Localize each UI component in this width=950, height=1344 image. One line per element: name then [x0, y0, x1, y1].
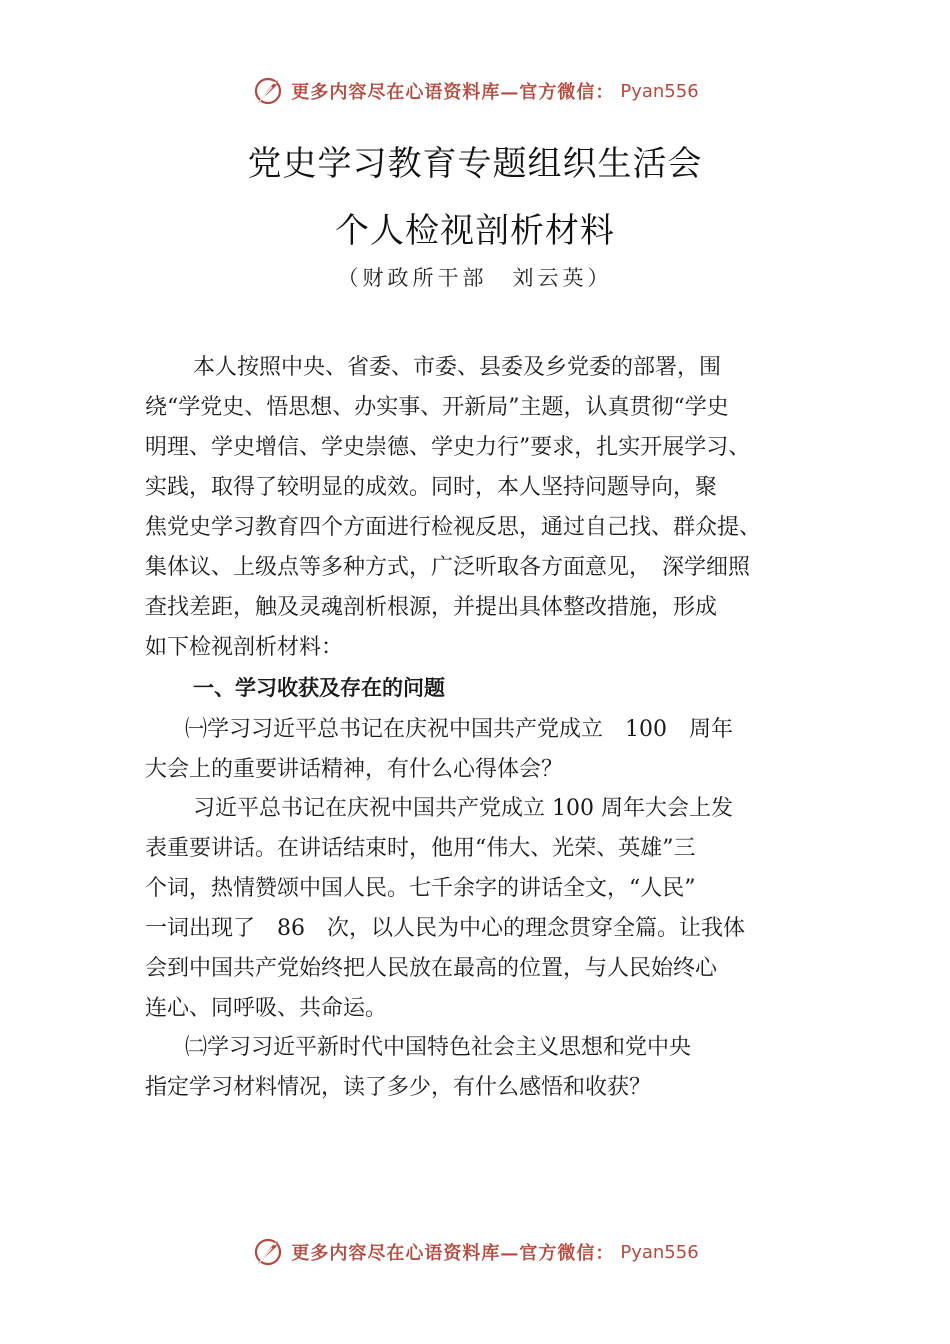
watermark-footer [0, 1235, 950, 1269]
watermark-text: 更多内容尽在心语资料库—官方微信： [291, 1243, 615, 1264]
paragraph-line: 如下检视剖析材料： [145, 635, 344, 660]
question-line: ㈡学习习近平新时代中国特色社会主义思想和党中央 [185, 1035, 692, 1060]
paragraph-line: 一词出现了 86 次，以人民为中心的理念贯穿全篇。让我体 [145, 916, 745, 941]
watermark-text: 更多内容尽在心语资料库—官方微信： [291, 82, 615, 103]
paragraph-line: 本人按照中央、省委、市委、县委及乡党委的部署，围 [193, 355, 722, 380]
fountain-pen-logo-icon [251, 74, 285, 108]
paragraph-line: 个词，热情赞颂中国人民。七千余字的讲话全文，“人民” [145, 876, 696, 901]
document-byline: （财政所干部 刘云英） [337, 266, 613, 290]
paragraph-line: 连心、同呼吸、共命运。 [145, 996, 388, 1021]
document-title-line2: 个人检视剖析材料 [335, 211, 615, 251]
paragraph-line: 焦党史学习教育四个方面进行检视反思，通过自己找、群众提、 [145, 515, 762, 540]
question-line: 大会上的重要讲话精神，有什么心得体会？ [145, 757, 564, 782]
paragraph-line: 实践，取得了较明显的成效。同时，本人坚持问题导向，聚 [145, 475, 718, 500]
paragraph-line: 习近平总书记在庆祝中国共产党成立 100 周年大会上发 [193, 796, 733, 821]
section-heading: 一、学习收获及存在的问题 [193, 676, 445, 700]
question-1 [145, 710, 835, 790]
watermark-wechat-handle: Pyan556 [620, 80, 699, 102]
paragraph-line: 表重要讲话。在讲话结束时，他用“伟大、光荣、英雄”三 [145, 836, 696, 861]
section-1 [145, 668, 835, 708]
watermark-header [0, 74, 950, 108]
fountain-pen-logo-icon [251, 1235, 285, 1269]
paragraph-line: 明理、学史增信、学史崇德、学史力行”要求，扎实开展学习、 [145, 435, 751, 460]
watermark-wechat-handle: Pyan556 [620, 1241, 699, 1263]
paragraph-line: 绕“学党史、悟思想、办实事、开新局”主题，认真贯彻“学史 [145, 395, 729, 420]
paragraph-line: 集体议、上级点等多种方式，广泛听取各方面意见， 深学细照 [145, 555, 751, 580]
question-line: ㈠学习习近平总书记在庆祝中国共产党成立 100 周年 [185, 717, 733, 742]
question-line: 指定学习材料情况，读了多少，有什么感悟和收获？ [145, 1075, 652, 1100]
intro-paragraph [145, 348, 835, 668]
question-2 [145, 1028, 835, 1108]
answer-1 [145, 789, 835, 1029]
document-title-line1: 党史学习教育专题组织生活会 [247, 144, 703, 184]
paragraph-line: 查找差距，触及灵魂剖析根源，并提出具体整改措施，形成 [145, 595, 718, 620]
paragraph-line: 会到中国共产党始终把人民放在最高的位置，与人民始终心 [145, 956, 718, 981]
